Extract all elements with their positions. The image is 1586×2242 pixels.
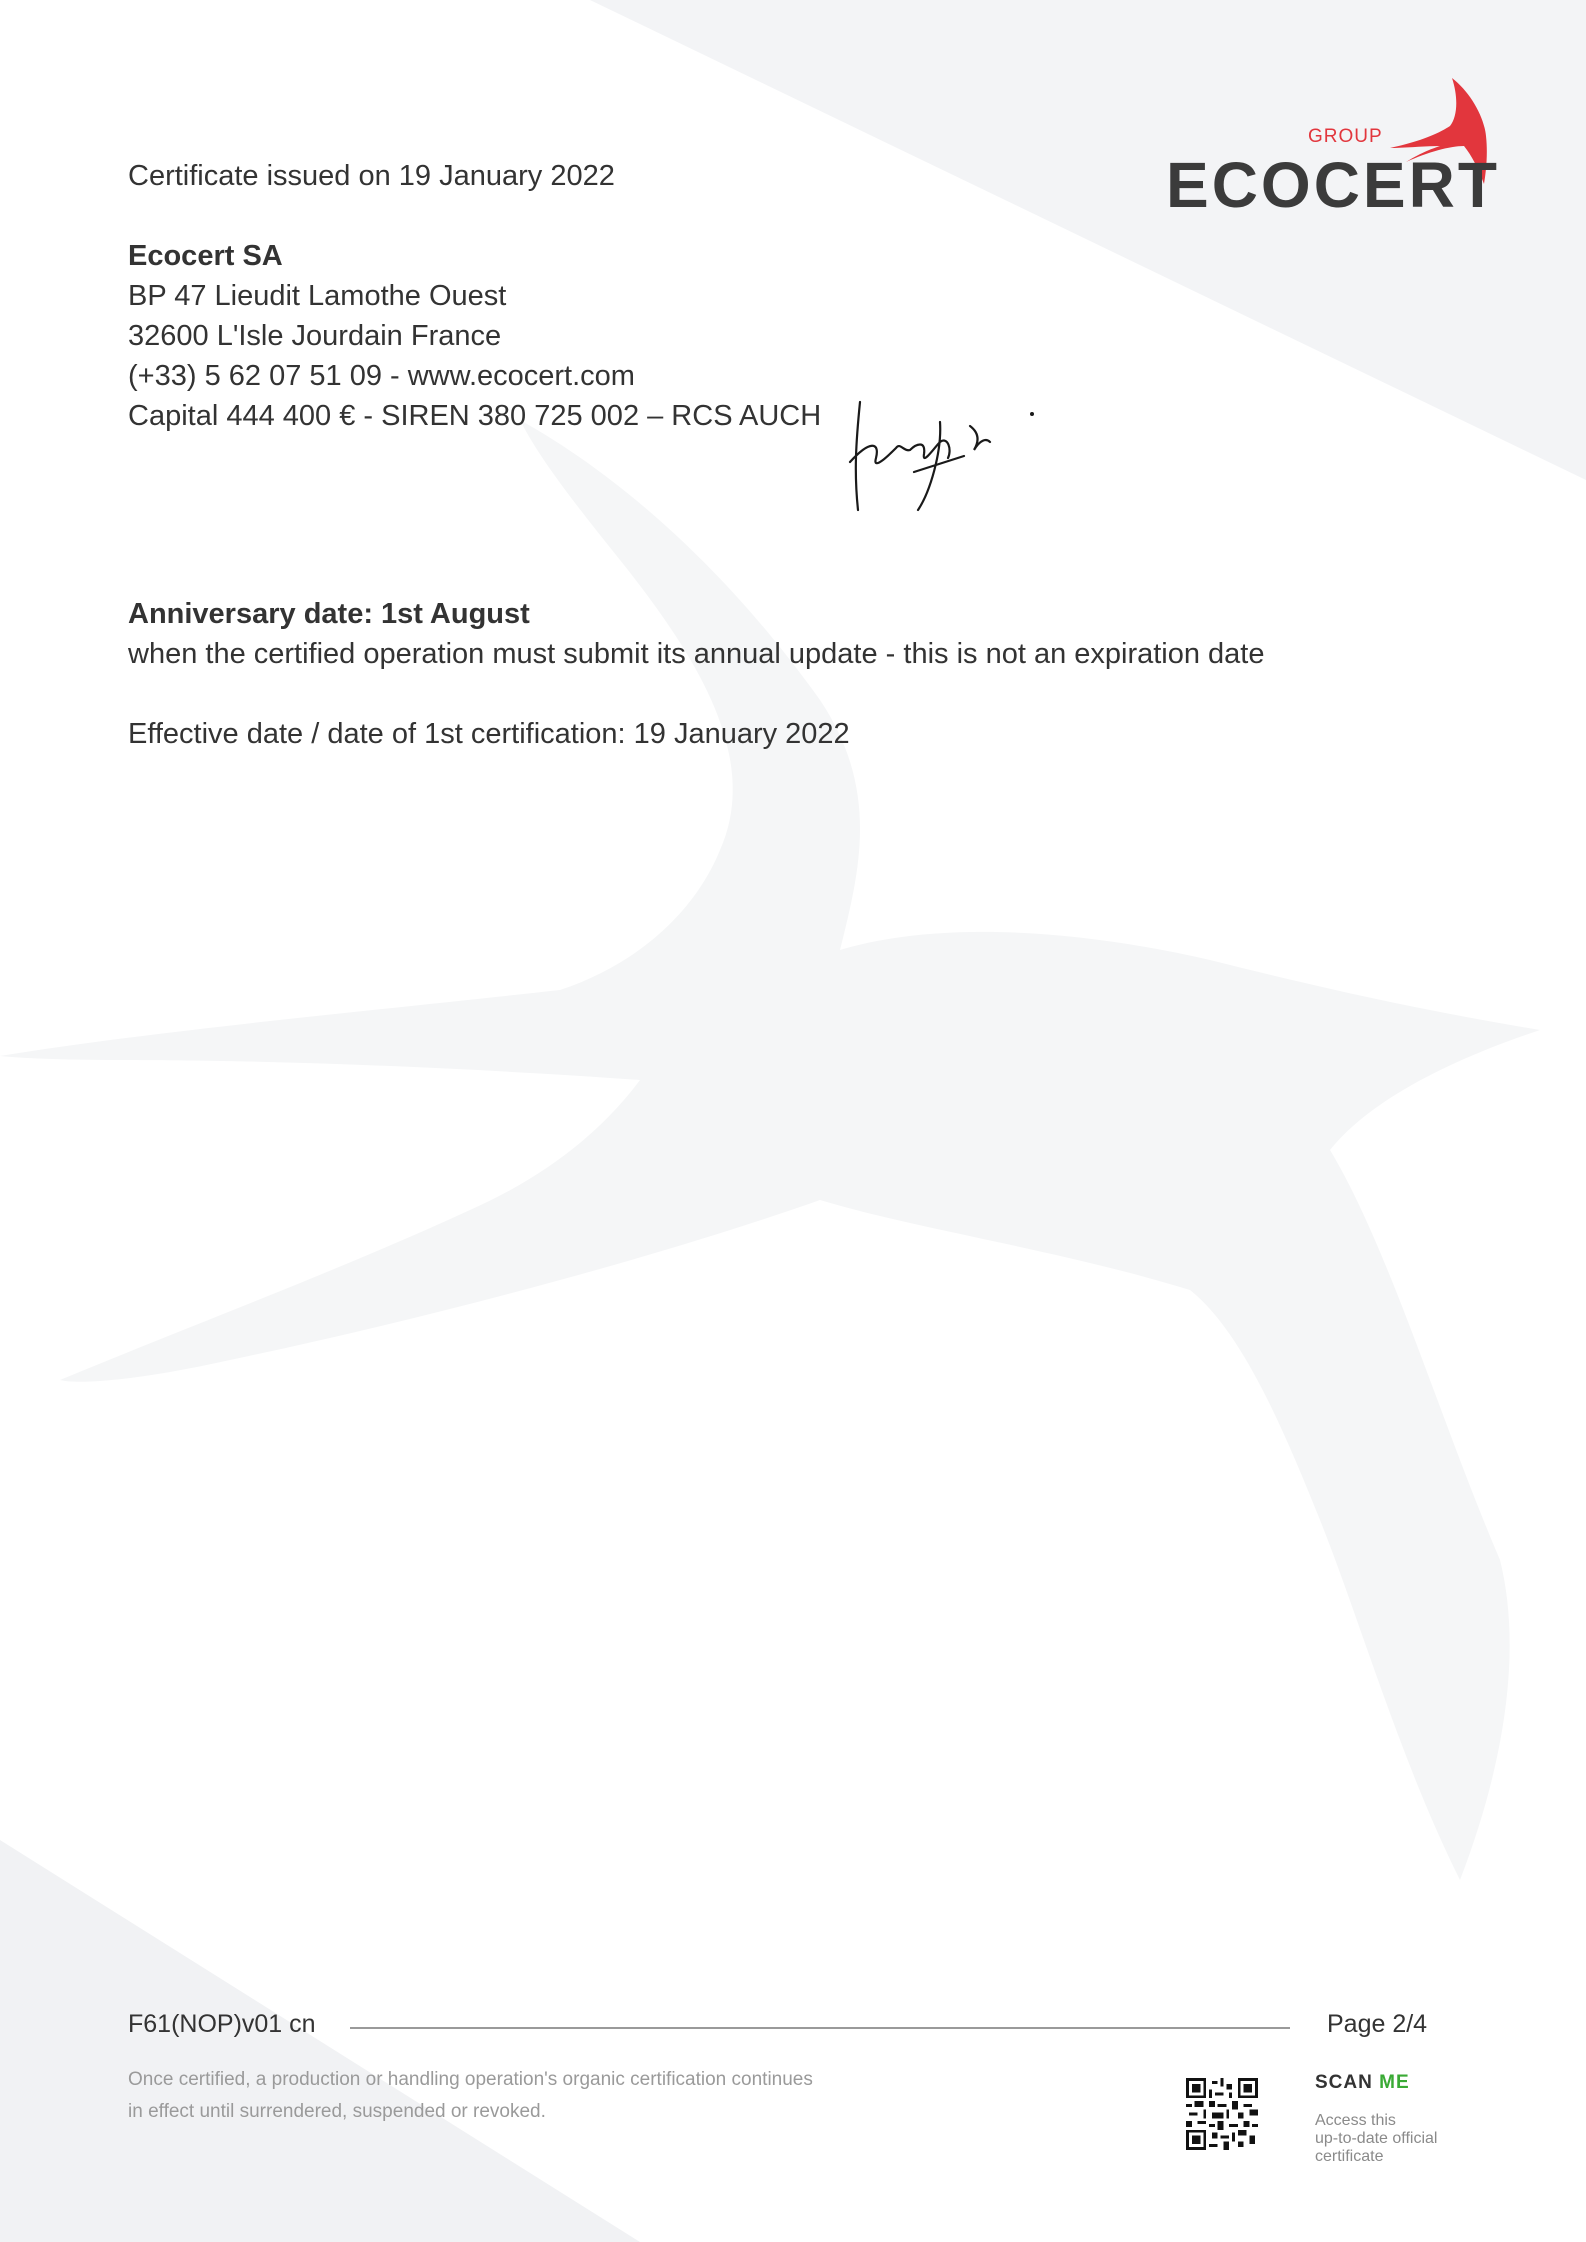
page-number: Page 2/4 (1327, 2010, 1428, 2038)
issuer-address-line2: 32600 L'Isle Jourdain France (128, 320, 502, 352)
access-certificate-text (1315, 2112, 1495, 2166)
issuer-capital: Capital 444 400 € - SIREN 380 725 002 – RCS AUCH (128, 400, 822, 432)
issuer-address-line1: BP 47 Lieudit Lamothe Ouest (128, 280, 507, 312)
logo-name-text: ECOCERT (1166, 149, 1500, 221)
me-text: ME (1379, 2072, 1410, 2093)
logo-group-text: GROUP (1308, 126, 1383, 147)
disclaimer-line1: Once certified, a production or handling operation's organic certification continues (128, 2069, 813, 2090)
form-code: F61(NOP)v01 cn (128, 2010, 316, 2038)
access-line3: certificate (1315, 2148, 1384, 2165)
issuer-contact: (+33) 5 62 07 51 09 - www.ecocert.com (128, 360, 635, 392)
qr-code-icon[interactable] (1186, 2078, 1258, 2150)
access-line1: Access this (1315, 2112, 1396, 2129)
bottom-corner-shape (0, 1840, 640, 2242)
effective-date: Effective date / date of 1st certification: 19 January 2022 (128, 718, 850, 750)
issuer-name: Ecocert SA (128, 240, 283, 272)
signature (830, 392, 1040, 522)
anniversary-note: when the certified operation must submit its annual update - this is not an expiration date (128, 638, 1265, 670)
access-line2: up-to-date official (1315, 2130, 1438, 2147)
footer-divider (350, 2027, 1290, 2029)
anniversary-title: Anniversary date: 1st August (128, 598, 530, 630)
certificate-issued-date: Certificate issued on 19 January 2022 (128, 160, 615, 192)
disclaimer-line2: in effect until surrendered, suspended or revoked. (128, 2101, 546, 2122)
certification-disclaimer (128, 2064, 948, 2128)
scan-me-label (1315, 2072, 1410, 2094)
scan-text: SCAN (1315, 2072, 1373, 2093)
